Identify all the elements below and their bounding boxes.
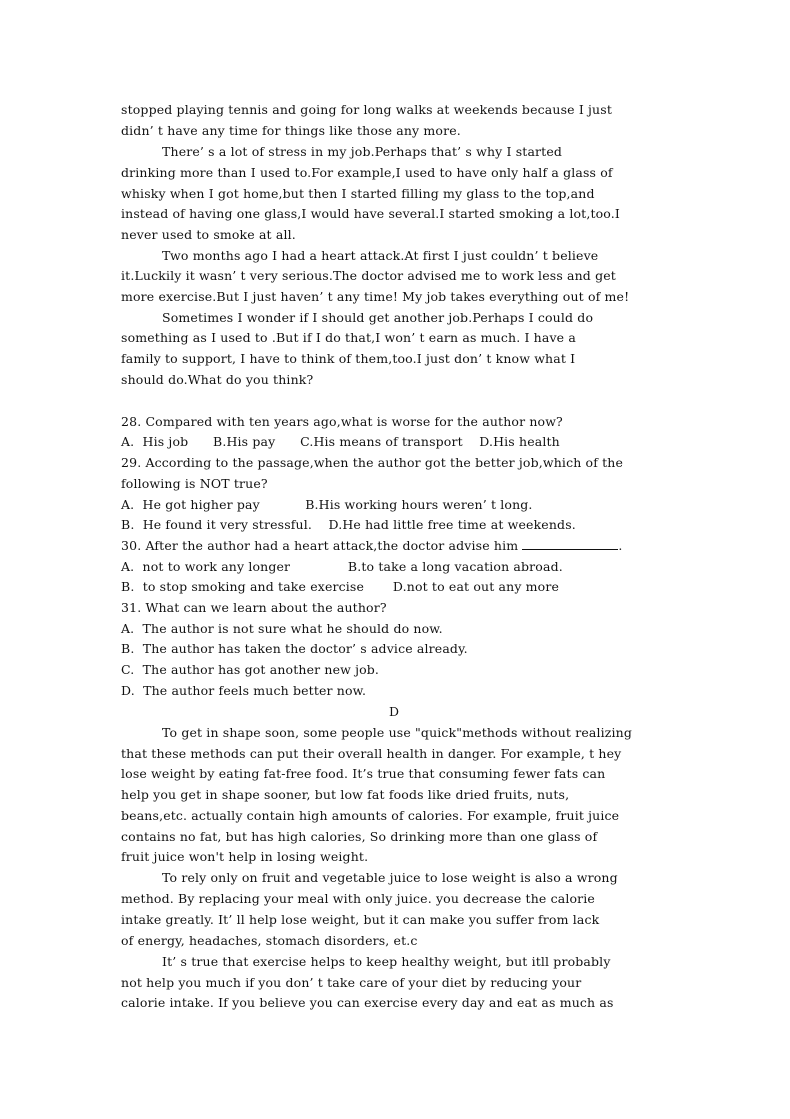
passage-c-line: family to support, I have to think of them,too.I just don’ t know what I	[121, 351, 576, 366]
passage-d-line: To rely only on fruit and vegetable juice to lose weight is also a wrong	[162, 870, 618, 885]
passage-c-line: should do.What do you think?	[121, 372, 314, 387]
passage-c-line: whisky when I got home,but then I started filling my glass to the top,and	[121, 186, 595, 201]
section-heading: D	[389, 704, 400, 719]
passage-d-line: intake greatly. It’ ll help lose weight, but it can make you suffer from lack	[121, 912, 600, 927]
passage-c-line: drinking more than I used to.For example,I used to have only half a glass of	[121, 165, 613, 180]
passage-d-line: It’ s true that exercise helps to keep healthy weight, but itll probably	[162, 954, 611, 969]
passage-d-line: help you get in shape sooner, but low fat foods like dried fruits, nuts,	[121, 787, 570, 802]
passage-c-line: instead of having one glass,I would have several.I started smoking a lot,too.I	[121, 206, 620, 221]
question-30-stem	[121, 538, 623, 554]
passage-c-line: stopped playing tennis and going for long walks at weekends because I just	[121, 102, 612, 117]
passage-c-line: something as I used to .But if I do that,I won’ t earn as much. I have a	[121, 330, 576, 345]
passage-d-line: method. By replacing your meal with only juice. you decrease the calorie	[121, 891, 595, 906]
passage-d-line: not help you much if you don’ t take care of your diet by reducing your	[121, 975, 582, 990]
passage-c-line: more exercise.But I just haven’ t any time! My job takes everything out of me!	[121, 289, 630, 304]
passage-d-line: fruit juice won't help in losing weight.	[121, 849, 369, 864]
question-29-options: A. He got higher pay B.His working hours weren’ t long.	[121, 497, 533, 512]
question-29-stem: following is NOT true?	[121, 476, 268, 491]
passage-d-line: that these methods can put their overall health in danger. For example, t hey	[121, 746, 622, 761]
passage-c-line: Sometimes I wonder if I should get another job.Perhaps I could do	[162, 310, 594, 325]
passage-d-line: contains no fat, but has high calories, So drinking more than one glass of	[121, 829, 598, 844]
passage-d-line: To get in shape soon, some people use "quick"methods without realizing	[162, 725, 632, 740]
question-29-stem: 29. According to the passage,when the author got the better job,which of the	[121, 455, 624, 470]
passage-c-line: it.Luckily it wasn’ t very serious.The doctor advised me to work less and get	[121, 268, 616, 283]
passage-c-line: Two months ago I had a heart attack.At first I just couldn’ t believe	[162, 248, 599, 263]
passage-d-line: of energy, headaches, stomach disorders, et.c	[121, 933, 418, 948]
question-29-options: B. He found it very stressful. D.He had little free time at weekends.	[121, 517, 576, 532]
passage-c-line: didn’ t have any time for things like those any more.	[121, 123, 461, 138]
passage-c-line: There’ s a lot of stress in my job.Perhaps that’ s why I started	[162, 144, 563, 159]
question-28-stem: 28. Compared with ten years ago,what is worse for the author now?	[121, 414, 563, 429]
question-30-options: B. to stop smoking and take exercise D.not to eat out any more	[121, 579, 560, 594]
question-30-options: A. not to work any longer B.to take a long vacation abroad.	[121, 559, 563, 574]
passage-d-line: lose weight by eating fat-free food. It’s true that consuming fewer fats can	[121, 766, 606, 781]
question-31-option-d: D. The author feels much better now.	[121, 683, 367, 698]
question-30-stem-text: 30. After the author had a heart attack,the doctor advise him	[121, 538, 523, 553]
passage-d-line: beans,etc. actually contain high amounts of calories. For example, fruit juice	[121, 808, 620, 823]
question-31-option-a: A. The author is not sure what he should do now.	[121, 621, 443, 636]
passage-c-line: never used to smoke at all.	[121, 227, 296, 242]
question-28-options: A. His job B.His pay C.His means of transport D.His health	[121, 434, 560, 449]
passage-d-line: calorie intake. If you believe you can exercise every day and eat as much as	[121, 995, 614, 1010]
question-31-option-c: C. The author has got another new job.	[121, 662, 380, 677]
question-31-stem: 31. What can we learn about the author?	[121, 600, 387, 615]
answer-blank	[522, 538, 618, 550]
question-31-option-b: B. The author has taken the doctor’ s advice already.	[121, 641, 468, 656]
question-30-stem-end: .	[618, 538, 623, 553]
